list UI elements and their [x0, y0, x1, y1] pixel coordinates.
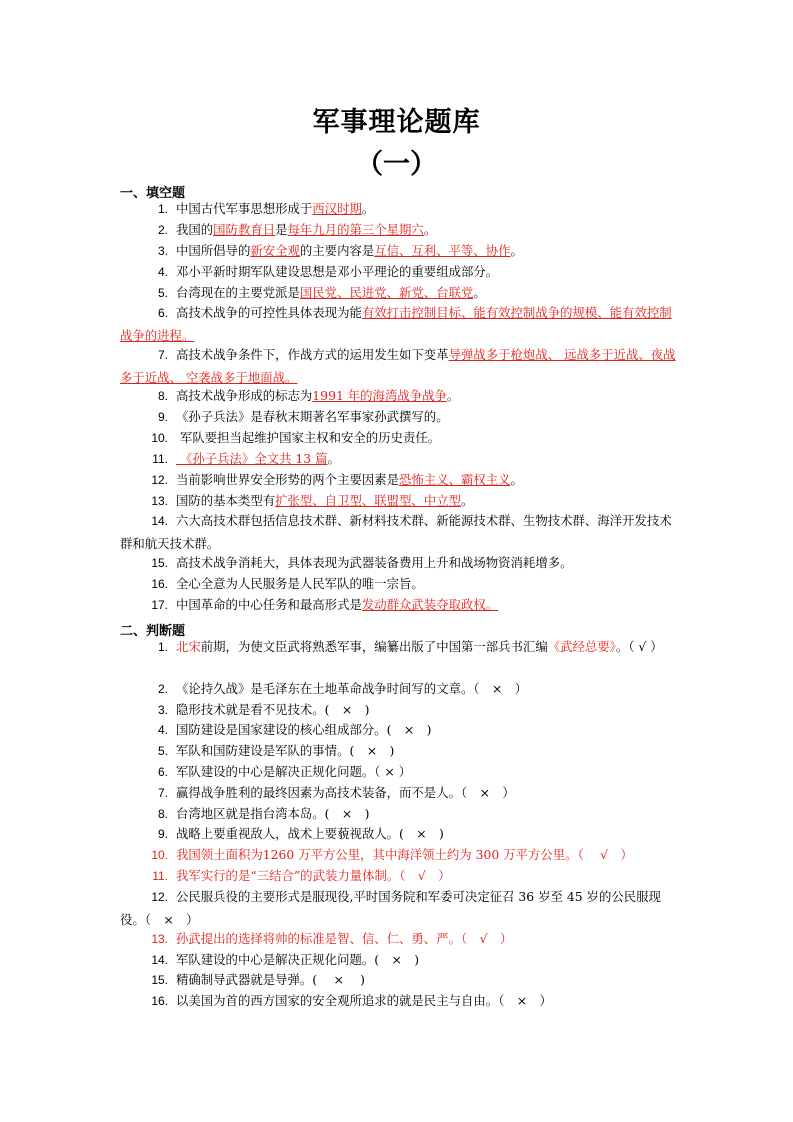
- answer-text: 导弹战多于枪炮战、 远战多于近战、夜战多于近战、 空袭战多于地面战。: [120, 347, 676, 385]
- judge-question-15: [120, 969, 676, 992]
- question-number: 4.: [157, 723, 168, 737]
- question-text: 。: [327, 451, 340, 466]
- question-number: 6.: [157, 306, 168, 320]
- question-text: 台湾现在的主要党派是: [176, 285, 300, 300]
- question-number: 14.: [151, 514, 168, 528]
- fill-question-17: [120, 594, 676, 617]
- question-number: 13.: [151, 932, 168, 946]
- question-number: 11.: [152, 869, 168, 883]
- fill-question-11: [120, 448, 676, 471]
- question-number: 12.: [151, 890, 168, 904]
- question-text: 。: [510, 243, 523, 258]
- fill-question-16: [120, 573, 676, 596]
- fill-question-3: [120, 240, 676, 263]
- judge-question-6: [120, 761, 676, 784]
- question-text: 以美国为首的西方国家的安全观所追求的就是民主与自由。（ × ）: [176, 993, 552, 1008]
- answer-text: 1991 年的海湾战争战争: [312, 388, 447, 403]
- question-number: 2.: [157, 223, 168, 237]
- highlighted-text: 我国领土面积为1260 万平方公里，其中海洋领土约为 300 万平方公里。（ √ ）: [176, 847, 633, 862]
- judge-question-9: [120, 823, 676, 846]
- judge-question-12: [120, 886, 676, 930]
- question-number: 5.: [157, 744, 168, 758]
- question-text: 国防建设是国家建设的核心组成部分。( × ): [176, 722, 432, 737]
- question-number: 15.: [151, 556, 168, 570]
- question-number: 9.: [157, 827, 168, 841]
- question-text: 。: [446, 388, 460, 403]
- question-text: 战略上要重视敌人，战术上要藐视敌人。( × ): [176, 826, 444, 841]
- question-text: 中国古代军事思想形成于: [176, 201, 313, 216]
- judge-question-2: [120, 678, 676, 701]
- question-text: 军队要担当起维护国家主权和安全的历史责任。: [176, 430, 441, 445]
- fill-question-8: [120, 385, 676, 408]
- answer-text: 有效打击控制目标、能有效控制战争的规模、能有效控制战争的进程。: [120, 305, 672, 343]
- page-title: 军事理论题库: [312, 107, 481, 138]
- question-text: 。: [473, 285, 486, 300]
- fill-question-1: [120, 198, 676, 221]
- question-number: 4.: [157, 265, 168, 279]
- question-text: 隐形技术就是看不见技术。( × ): [176, 702, 370, 717]
- fill-question-14: [120, 510, 676, 554]
- question-number: 8.: [157, 389, 168, 403]
- question-text: 军队和国防建设是军队的事情。( × ): [176, 743, 395, 758]
- question-number: 3.: [157, 244, 168, 258]
- page-subtitle: （一）: [356, 149, 437, 180]
- question-number: 9.: [157, 410, 168, 424]
- question-text: 台湾地区就是指台湾本岛。( × ): [176, 806, 370, 821]
- answer-text: 扩张型、自卫型、联盟型、中立型: [275, 493, 461, 508]
- answer-text: 《孙子兵法》全文共 13 篇: [176, 451, 328, 466]
- fill-question-6: [120, 302, 676, 346]
- question-number: 3.: [157, 703, 168, 717]
- judge-question-1: [120, 636, 676, 659]
- fill-question-15: [120, 552, 676, 575]
- question-number: 15.: [151, 973, 168, 987]
- question-text: 全心全意为人民服务是人民军队的唯一宗旨。: [176, 576, 424, 591]
- highlighted-text: 我军实行的是“三结合”的武装力量体制。（ √ ）: [176, 868, 451, 883]
- answer-text: 西汉时期: [312, 201, 362, 216]
- question-text: 公民服兵役的主要形式是服现役,平时国务院和军委可决定征召 36 岁至 45 岁的公民服现役。（ × ）: [120, 889, 661, 927]
- answer-text: 国民党、民进党、新党、台联党: [299, 285, 474, 300]
- question-text: 。: [510, 472, 523, 487]
- question-text: 国防的基本类型有: [176, 493, 276, 508]
- highlighted-text: 孙武提出的选择将帅的标准是智、信、仁、勇、严。（ √ ）: [176, 931, 513, 946]
- answer-text: 每年九月的第三个星期六: [287, 222, 424, 237]
- answer-text: 国防教育日: [213, 222, 276, 237]
- question-number: 7.: [157, 348, 168, 362]
- question-number: 8.: [157, 807, 168, 821]
- fill-section-heading: 一、填空题: [120, 186, 186, 201]
- answer-text: 新安全观: [250, 243, 300, 258]
- question-text: 《孙子兵法》是春秋末期著名军事家孙武撰写的。: [176, 409, 449, 424]
- question-text: 。: [361, 201, 375, 216]
- question-text: 中国革命的中心任务和最高形式是: [176, 597, 362, 612]
- answer-text: 发动群众武装夺取政权。: [361, 597, 499, 612]
- question-text: 高技术战争的可控性具体表现为能: [176, 305, 362, 320]
- question-number: 6.: [157, 765, 168, 779]
- judge-question-16: [120, 990, 676, 1013]
- question-number: 17.: [151, 598, 168, 612]
- judge-section-heading: 二、判断题: [120, 624, 186, 639]
- judge-question-4: [120, 719, 676, 742]
- question-number: 5.: [157, 286, 168, 300]
- question-text: 赢得战争胜利的最终因素为高技术装备，而不是人。（ × ）: [176, 785, 515, 800]
- question-number: 11.: [152, 452, 168, 466]
- judge-question-7: [120, 782, 676, 805]
- question-text: 高技术战争消耗大，具体表现为武器装备费用上升和战场物资消耗增多。: [176, 555, 573, 570]
- question-text: 我国的: [176, 222, 214, 237]
- question-text: 精确制导武器就是导弹。( × ): [176, 972, 366, 987]
- question-number: 13.: [151, 494, 168, 508]
- judge-question-5: [120, 740, 676, 763]
- question-text: 的主要内容是: [299, 243, 375, 258]
- highlighted-text: 《武经总要》: [547, 639, 616, 654]
- question-text: 《论持久战》是毛泽东在土地革命战争时间写的文章。（ × ）: [176, 681, 528, 696]
- question-number: 16.: [151, 994, 168, 1008]
- fill-question-2: [120, 219, 676, 242]
- question-number: 1.: [157, 202, 168, 216]
- question-text: 中国所倡导的: [176, 243, 251, 258]
- question-number: 10.: [151, 431, 168, 445]
- question-number: 14.: [151, 953, 168, 967]
- answer-text: 互信、互利、平等、协作: [374, 243, 511, 258]
- question-number: 1.: [157, 640, 168, 654]
- question-text: 前期，为使文臣武将熟悉军事，编纂出版了中国第一部兵书汇编: [200, 639, 548, 654]
- question-text: 是: [275, 222, 288, 237]
- fill-question-9: [120, 406, 676, 429]
- question-text: 军队建设的中心是解决正规化问题。（ × ）: [176, 764, 412, 779]
- fill-question-4: [120, 261, 676, 284]
- fill-question-7: [120, 344, 676, 388]
- answer-text: 恐怖主义、霸权主义: [399, 472, 511, 487]
- question-text: 高技术战争条件下，作战方式的运用发生如下变革: [176, 347, 449, 362]
- question-number: 12.: [151, 473, 168, 487]
- question-number: 7.: [157, 786, 168, 800]
- fill-question-12: [120, 469, 676, 492]
- question-number: 16.: [151, 577, 168, 591]
- question-number: 10.: [151, 848, 168, 862]
- judge-question-10: [120, 844, 676, 867]
- question-text: 高技术战争形成的标志为: [176, 388, 313, 403]
- question-text: 当前影响世界安全形势的两个主要因素是: [176, 472, 400, 487]
- question-text: 。: [423, 222, 437, 237]
- highlighted-text: 北宋: [176, 639, 201, 654]
- question-text: 军队建设的中心是解决正规化问题。( × ): [176, 952, 420, 967]
- question-text: 六大高技术群包括信息技术群、新材料技术群、新能源技术群、生物技术群、海洋开发技术群和航天技术群。: [120, 513, 672, 551]
- fill-question-10: [120, 427, 676, 450]
- question-number: 2.: [157, 682, 168, 696]
- question-text: 。（ √ ）: [615, 639, 663, 654]
- question-text: 。: [460, 493, 474, 508]
- question-text: 邓小平新时期军队建设思想是邓小平理论的重要组成部分。: [176, 264, 499, 279]
- judge-question-13: [120, 928, 676, 951]
- judge-question-11: [120, 865, 676, 888]
